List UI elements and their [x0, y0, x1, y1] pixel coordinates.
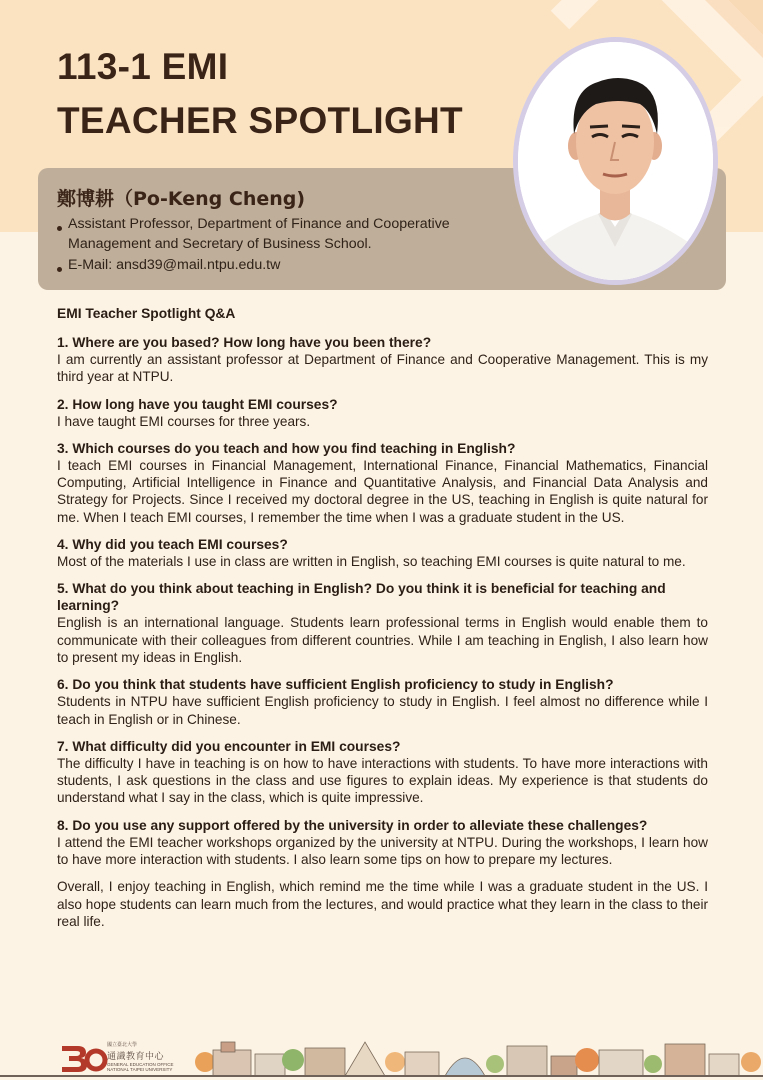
qa-section	[57, 306, 708, 930]
qa-heading: EMI Teacher Spotlight Q&A	[57, 306, 236, 321]
question: 4. Why did you teach EMI courses?	[57, 537, 288, 553]
title-line-1: 113-1 EMI	[57, 46, 229, 87]
footer-rule	[0, 1075, 763, 1077]
answer: I attend the EMI teacher workshops organized by the university at NTPU. During the workshops, I learn how to have more interaction with students. I also learn some tips on how to prepare my lectures.	[57, 834, 708, 868]
teacher-portrait-illustration	[518, 42, 713, 280]
qa-item	[57, 536, 708, 570]
logo-office-name: 通識教育中心	[107, 1052, 165, 1062]
qa-item	[57, 676, 708, 728]
teacher-email: E-Mail: ansd39@mail.ntpu.edu.tw	[57, 255, 527, 275]
answer: The difficulty I have in teaching is on how to have interactions with students. To have more interactions with students, I ask questions in the class and use figures to explain ideas. My experience is that students do understand what I say in the class, which is quite impressive.	[57, 755, 708, 806]
answer: I am currently an assistant professor at Department of Finance and Cooperative Management. This is my third year at NTPU.	[57, 352, 708, 385]
answer: I have taught EMI courses for three years.	[57, 413, 311, 429]
question: 7. What difficulty did you encounter in EMI courses?	[57, 738, 401, 754]
answer: I teach EMI courses in Financial Management, International Finance, Financial Mathematics, Financial Computing, Artificial Intelligence in Finance and Quantitative Analysis, and Financial Data Analysis and Strategy for Projects. Since I received my doctoral degree in the US, teaching in English is quite natural for me. When I teach EMI courses, I remember the time when I was a graduate student in the US.	[57, 457, 708, 525]
question: 6. Do you think that students have sufficient English proficiency to study in English?	[57, 677, 614, 693]
qa-item	[57, 396, 708, 430]
title-line-2: TEACHER SPOTLIGHT	[57, 100, 463, 141]
qa-item	[57, 580, 708, 666]
bio-list	[57, 214, 527, 276]
answer: English is an international language. Students learn professional terms in English would enable them to communicate with their colleagues from different countries. While I am teaching in English, I also learn how to present my ideas in English.	[57, 615, 708, 665]
qa-item	[57, 334, 708, 386]
qa-item	[57, 817, 708, 869]
question: 3. Which courses do you teach and how you find teaching in English?	[57, 440, 516, 456]
teacher-photo	[513, 37, 718, 285]
logo-english-office: GENERAL EDUCATION OFFICE	[107, 1062, 174, 1067]
question: 8. Do you use any support offered by the university in order to alleviate these challenges?	[57, 817, 648, 833]
answer: Most of the materials I use in class are written in English, so teaching EMI courses is quite natural to me.	[57, 554, 686, 570]
question: 5. What do you think about teaching in English? Do you think it is beneficial for teaching and learning?	[57, 581, 666, 614]
closing-paragraph: Overall, I enjoy teaching in English, which remind me the time while I was a graduate student in the US. I also hope students can learn much from the lectures, and would practice what they learn in the class to their real life.	[57, 879, 708, 929]
answer: Students in NTPU have sufficient English proficiency to study in English. I feel almost no difference while I teach in English or in Chinese.	[57, 694, 708, 727]
campus-skyline-illustration	[195, 1028, 763, 1076]
teacher-position: Assistant Professor, Department of Finance and Cooperative Management and Secretary of Business School.	[57, 214, 527, 254]
logo-english-university: NATIONAL TAIPEI UNIVERSITY	[107, 1067, 173, 1072]
teacher-name: 鄭博耕（Po-Keng Cheng)	[57, 188, 306, 210]
question: 1. Where are you based? How long have you been there?	[57, 335, 432, 350]
qa-item	[57, 440, 708, 526]
page-title	[57, 40, 463, 148]
qa-item	[57, 738, 708, 807]
question: 2. How long have you taught EMI courses?	[57, 396, 338, 412]
logo-university-name: 國立臺北大學	[107, 1042, 138, 1048]
